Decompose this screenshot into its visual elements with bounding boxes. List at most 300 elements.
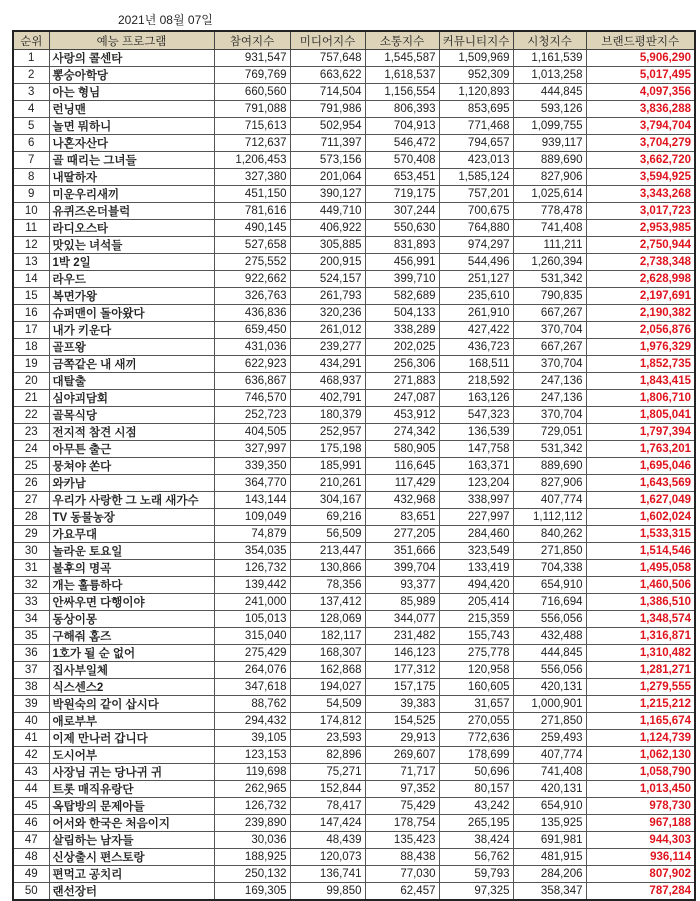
cell-program: 대탈출 xyxy=(49,373,214,390)
cell-communication: 399,710 xyxy=(365,271,439,288)
header-brand-reputation: 브랜드평판지수 xyxy=(586,31,695,50)
cell-rank: 7 xyxy=(13,152,49,169)
cell-brand-reputation: 1,843,415 xyxy=(586,373,695,390)
cell-program: 심야괴담회 xyxy=(49,390,214,407)
cell-brand-reputation: 1,062,130 xyxy=(586,747,695,764)
cell-participation: 490,145 xyxy=(214,220,290,237)
cell-viewership: 432,488 xyxy=(513,628,586,645)
header-viewership: 시청지수 xyxy=(513,31,586,50)
table-row xyxy=(13,220,695,237)
cell-communication: 504,133 xyxy=(365,305,439,322)
cell-participation: 364,770 xyxy=(214,475,290,492)
cell-program: 동상이몽 xyxy=(49,611,214,628)
cell-viewership: 1,013,258 xyxy=(513,67,586,84)
cell-media: 791,986 xyxy=(290,101,365,118)
cell-communication: 75,429 xyxy=(365,798,439,815)
cell-rank: 14 xyxy=(13,271,49,288)
cell-brand-reputation: 1,386,510 xyxy=(586,594,695,611)
cell-media: 239,277 xyxy=(290,339,365,356)
cell-brand-reputation: 5,017,495 xyxy=(586,67,695,84)
cell-rank: 13 xyxy=(13,254,49,271)
cell-viewership: 1,099,755 xyxy=(513,118,586,135)
cell-communication: 274,342 xyxy=(365,424,439,441)
cell-viewership: 889,690 xyxy=(513,458,586,475)
cell-community: 59,793 xyxy=(439,866,513,883)
table-row xyxy=(13,424,695,441)
cell-participation: 188,925 xyxy=(214,849,290,866)
cell-participation: 123,153 xyxy=(214,747,290,764)
cell-brand-reputation: 1,460,506 xyxy=(586,577,695,594)
table-row xyxy=(13,730,695,747)
cell-participation: 275,552 xyxy=(214,254,290,271)
cell-viewership: 1,161,539 xyxy=(513,50,586,67)
table-row xyxy=(13,407,695,424)
cell-communication: 62,457 xyxy=(365,883,439,901)
cell-program: 신상출시 편스토랑 xyxy=(49,849,214,866)
cell-brand-reputation: 1,495,058 xyxy=(586,560,695,577)
cell-program: 집사부일체 xyxy=(49,662,214,679)
cell-rank: 43 xyxy=(13,764,49,781)
cell-communication: 277,205 xyxy=(365,526,439,543)
cell-participation: 791,088 xyxy=(214,101,290,118)
cell-communication: 399,704 xyxy=(365,560,439,577)
cell-rank: 20 xyxy=(13,373,49,390)
cell-communication: 116,645 xyxy=(365,458,439,475)
cell-viewership: 420,131 xyxy=(513,781,586,798)
cell-participation: 126,732 xyxy=(214,560,290,577)
cell-participation: 327,997 xyxy=(214,441,290,458)
cell-rank: 30 xyxy=(13,543,49,560)
cell-participation: 250,132 xyxy=(214,866,290,883)
cell-viewership: 481,915 xyxy=(513,849,586,866)
cell-media: 120,073 xyxy=(290,849,365,866)
cell-participation: 715,613 xyxy=(214,118,290,135)
table-row xyxy=(13,339,695,356)
cell-community: 771,468 xyxy=(439,118,513,135)
cell-brand-reputation: 787,284 xyxy=(586,883,695,901)
cell-media: 524,157 xyxy=(290,271,365,288)
cell-media: 174,812 xyxy=(290,713,365,730)
cell-rank: 4 xyxy=(13,101,49,118)
cell-viewership: 531,342 xyxy=(513,441,586,458)
cell-community: 270,055 xyxy=(439,713,513,730)
table-row xyxy=(13,458,695,475)
cell-program: 맛있는 녀석들 xyxy=(49,237,214,254)
cell-brand-reputation: 3,017,723 xyxy=(586,203,695,220)
cell-community: 160,605 xyxy=(439,679,513,696)
cell-viewership: 271,850 xyxy=(513,543,586,560)
cell-program: 뭉쳐야 쏜다 xyxy=(49,458,214,475)
cell-brand-reputation: 1,279,555 xyxy=(586,679,695,696)
cell-program: 놀면 뭐하니 xyxy=(49,118,214,135)
cell-community: 772,636 xyxy=(439,730,513,747)
cell-communication: 178,754 xyxy=(365,815,439,832)
table-row xyxy=(13,849,695,866)
cell-community: 50,696 xyxy=(439,764,513,781)
cell-viewership: 827,906 xyxy=(513,475,586,492)
cell-community: 1,509,969 xyxy=(439,50,513,67)
cell-brand-reputation: 2,628,998 xyxy=(586,271,695,288)
cell-media: 305,885 xyxy=(290,237,365,254)
cell-rank: 45 xyxy=(13,798,49,815)
cell-community: 215,359 xyxy=(439,611,513,628)
cell-rank: 12 xyxy=(13,237,49,254)
cell-community: 323,549 xyxy=(439,543,513,560)
cell-brand-reputation: 1,058,790 xyxy=(586,764,695,781)
cell-brand-reputation: 2,953,985 xyxy=(586,220,695,237)
cell-rank: 26 xyxy=(13,475,49,492)
cell-brand-reputation: 1,310,482 xyxy=(586,645,695,662)
table-header-row xyxy=(13,31,695,50)
cell-program: 미운우리새끼 xyxy=(49,186,214,203)
cell-community: 853,695 xyxy=(439,101,513,118)
cell-community: 261,910 xyxy=(439,305,513,322)
table-row xyxy=(13,781,695,798)
cell-participation: 404,505 xyxy=(214,424,290,441)
cell-viewership: 420,131 xyxy=(513,679,586,696)
cell-program: 구해줘 홈즈 xyxy=(49,628,214,645)
cell-media: 23,593 xyxy=(290,730,365,747)
report-date: 2021년 08월 07일 xyxy=(118,13,213,27)
table-row xyxy=(13,237,695,254)
cell-program: 골 때리는 그녀들 xyxy=(49,152,214,169)
cell-brand-reputation: 4,097,356 xyxy=(586,84,695,101)
cell-rank: 35 xyxy=(13,628,49,645)
cell-program: 박원숙의 같이 삽시다 xyxy=(49,696,214,713)
cell-media: 252,957 xyxy=(290,424,365,441)
cell-rank: 50 xyxy=(13,883,49,901)
cell-communication: 117,429 xyxy=(365,475,439,492)
cell-participation: 781,616 xyxy=(214,203,290,220)
cell-program: 1호가 될 순 없어 xyxy=(49,645,214,662)
cell-communication: 806,393 xyxy=(365,101,439,118)
cell-program: 라디오스타 xyxy=(49,220,214,237)
table-row xyxy=(13,390,695,407)
cell-communication: 719,175 xyxy=(365,186,439,203)
cell-rank: 16 xyxy=(13,305,49,322)
cell-program: 가요무대 xyxy=(49,526,214,543)
cell-brand-reputation: 1,643,569 xyxy=(586,475,695,492)
cell-communication: 39,383 xyxy=(365,696,439,713)
cell-community: 205,414 xyxy=(439,594,513,611)
cell-viewership: 1,112,112 xyxy=(513,509,586,526)
cell-participation: 636,867 xyxy=(214,373,290,390)
cell-rank: 29 xyxy=(13,526,49,543)
cell-media: 78,356 xyxy=(290,577,365,594)
cell-community: 547,323 xyxy=(439,407,513,424)
cell-community: 168,511 xyxy=(439,356,513,373)
cell-media: 711,397 xyxy=(290,135,365,152)
cell-viewership: 259,493 xyxy=(513,730,586,747)
table-row xyxy=(13,186,695,203)
header-rank: 순위 xyxy=(13,31,49,50)
table-row xyxy=(13,135,695,152)
table-row xyxy=(13,713,695,730)
cell-rank: 21 xyxy=(13,390,49,407)
cell-brand-reputation: 2,197,691 xyxy=(586,288,695,305)
cell-viewership: 531,342 xyxy=(513,271,586,288)
cell-viewership: 840,262 xyxy=(513,526,586,543)
cell-brand-reputation: 1,215,212 xyxy=(586,696,695,713)
cell-community: 80,157 xyxy=(439,781,513,798)
cell-rank: 28 xyxy=(13,509,49,526)
cell-communication: 351,666 xyxy=(365,543,439,560)
table-row xyxy=(13,254,695,271)
cell-communication: 157,175 xyxy=(365,679,439,696)
cell-viewership: 1,260,394 xyxy=(513,254,586,271)
cell-community: 43,242 xyxy=(439,798,513,815)
cell-participation: 769,769 xyxy=(214,67,290,84)
table-row xyxy=(13,118,695,135)
cell-brand-reputation: 1,316,871 xyxy=(586,628,695,645)
cell-brand-reputation: 1,763,201 xyxy=(586,441,695,458)
cell-communication: 97,352 xyxy=(365,781,439,798)
cell-viewership: 111,211 xyxy=(513,237,586,254)
cell-community: 56,762 xyxy=(439,849,513,866)
cell-brand-reputation: 3,704,279 xyxy=(586,135,695,152)
cell-communication: 77,030 xyxy=(365,866,439,883)
cell-participation: 326,763 xyxy=(214,288,290,305)
cell-program: 불후의 명곡 xyxy=(49,560,214,577)
cell-program: 개는 훌륭하다 xyxy=(49,577,214,594)
cell-community: 423,013 xyxy=(439,152,513,169)
cell-media: 128,069 xyxy=(290,611,365,628)
header-community: 커뮤니티지수 xyxy=(439,31,513,50)
cell-participation: 436,836 xyxy=(214,305,290,322)
header-media: 미디어지수 xyxy=(290,31,365,50)
cell-participation: 294,432 xyxy=(214,713,290,730)
cell-media: 304,167 xyxy=(290,492,365,509)
cell-viewership: 729,051 xyxy=(513,424,586,441)
cell-community: 163,371 xyxy=(439,458,513,475)
cell-participation: 451,150 xyxy=(214,186,290,203)
cell-communication: 93,377 xyxy=(365,577,439,594)
cell-viewership: 741,408 xyxy=(513,764,586,781)
cell-brand-reputation: 978,730 xyxy=(586,798,695,815)
cell-community: 136,539 xyxy=(439,424,513,441)
cell-community: 275,778 xyxy=(439,645,513,662)
cell-participation: 712,637 xyxy=(214,135,290,152)
cell-brand-reputation: 1,806,710 xyxy=(586,390,695,407)
cell-program: 아무튼 출근 xyxy=(49,441,214,458)
cell-community: 123,204 xyxy=(439,475,513,492)
cell-program: 안싸우면 다행이야 xyxy=(49,594,214,611)
cell-media: 468,937 xyxy=(290,373,365,390)
table-row xyxy=(13,509,695,526)
cell-communication: 146,123 xyxy=(365,645,439,662)
cell-rank: 17 xyxy=(13,322,49,339)
table-row xyxy=(13,84,695,101)
cell-media: 320,236 xyxy=(290,305,365,322)
cell-viewership: 790,835 xyxy=(513,288,586,305)
cell-brand-reputation: 936,114 xyxy=(586,849,695,866)
cell-brand-reputation: 1,281,271 xyxy=(586,662,695,679)
table-row xyxy=(13,322,695,339)
table-row xyxy=(13,696,695,713)
cell-communication: 582,689 xyxy=(365,288,439,305)
cell-viewership: 247,136 xyxy=(513,390,586,407)
table-row xyxy=(13,152,695,169)
cell-viewership: 284,206 xyxy=(513,866,586,883)
cell-participation: 239,890 xyxy=(214,815,290,832)
cell-participation: 126,732 xyxy=(214,798,290,815)
cell-participation: 431,036 xyxy=(214,339,290,356)
cell-participation: 119,698 xyxy=(214,764,290,781)
cell-program: 살림하는 남자들 xyxy=(49,832,214,849)
cell-rank: 15 xyxy=(13,288,49,305)
cell-brand-reputation: 2,056,876 xyxy=(586,322,695,339)
cell-program: 우리가 사랑한 그 노래 새가수 xyxy=(49,492,214,509)
cell-program: 내딸하자 xyxy=(49,169,214,186)
cell-participation: 1,206,453 xyxy=(214,152,290,169)
cell-participation: 327,380 xyxy=(214,169,290,186)
cell-rank: 18 xyxy=(13,339,49,356)
cell-media: 210,261 xyxy=(290,475,365,492)
cell-communication: 1,618,537 xyxy=(365,67,439,84)
header-communication: 소통지수 xyxy=(365,31,439,50)
cell-rank: 2 xyxy=(13,67,49,84)
cell-communication: 704,913 xyxy=(365,118,439,135)
cell-media: 75,271 xyxy=(290,764,365,781)
cell-brand-reputation: 1,514,546 xyxy=(586,543,695,560)
table-row xyxy=(13,611,695,628)
cell-communication: 432,968 xyxy=(365,492,439,509)
cell-program: 트롯 매직유랑단 xyxy=(49,781,214,798)
cell-brand-reputation: 944,303 xyxy=(586,832,695,849)
table-row xyxy=(13,50,695,67)
cell-communication: 83,651 xyxy=(365,509,439,526)
cell-viewership: 889,690 xyxy=(513,152,586,169)
cell-community: 147,758 xyxy=(439,441,513,458)
cell-program: 런닝맨 xyxy=(49,101,214,118)
cell-communication: 71,717 xyxy=(365,764,439,781)
cell-community: 436,723 xyxy=(439,339,513,356)
cell-viewership: 1,000,901 xyxy=(513,696,586,713)
cell-rank: 22 xyxy=(13,407,49,424)
cell-community: 544,496 xyxy=(439,254,513,271)
cell-rank: 32 xyxy=(13,577,49,594)
cell-media: 261,793 xyxy=(290,288,365,305)
cell-viewership: 556,056 xyxy=(513,611,586,628)
cell-communication: 307,244 xyxy=(365,203,439,220)
table-row xyxy=(13,543,695,560)
cell-rank: 34 xyxy=(13,611,49,628)
cell-brand-reputation: 1,348,574 xyxy=(586,611,695,628)
cell-community: 338,997 xyxy=(439,492,513,509)
cell-program: 뽕숭아학당 xyxy=(49,67,214,84)
cell-program: 아는 형님 xyxy=(49,84,214,101)
cell-brand-reputation: 1,124,739 xyxy=(586,730,695,747)
cell-participation: 74,879 xyxy=(214,526,290,543)
cell-media: 182,117 xyxy=(290,628,365,645)
cell-brand-reputation: 3,343,268 xyxy=(586,186,695,203)
cell-media: 69,216 xyxy=(290,509,365,526)
cell-communication: 231,482 xyxy=(365,628,439,645)
cell-program: 골프왕 xyxy=(49,339,214,356)
cell-viewership: 593,126 xyxy=(513,101,586,118)
table-row xyxy=(13,356,695,373)
cell-participation: 931,547 xyxy=(214,50,290,67)
cell-brand-reputation: 3,594,925 xyxy=(586,169,695,186)
cell-program: 슈퍼맨이 돌아왔다 xyxy=(49,305,214,322)
cell-program: 유퀴즈온더블럭 xyxy=(49,203,214,220)
cell-community: 427,422 xyxy=(439,322,513,339)
table-row xyxy=(13,441,695,458)
cell-rank: 36 xyxy=(13,645,49,662)
cell-participation: 527,658 xyxy=(214,237,290,254)
cell-rank: 6 xyxy=(13,135,49,152)
cell-viewership: 691,981 xyxy=(513,832,586,849)
cell-program: 복면가왕 xyxy=(49,288,214,305)
cell-community: 133,419 xyxy=(439,560,513,577)
cell-media: 185,991 xyxy=(290,458,365,475)
cell-communication: 831,893 xyxy=(365,237,439,254)
cell-rank: 41 xyxy=(13,730,49,747)
cell-rank: 27 xyxy=(13,492,49,509)
cell-brand-reputation: 1,976,329 xyxy=(586,339,695,356)
cell-brand-reputation: 1,165,674 xyxy=(586,713,695,730)
table-row xyxy=(13,747,695,764)
cell-participation: 264,076 xyxy=(214,662,290,679)
cell-viewership: 1,025,614 xyxy=(513,186,586,203)
table-row xyxy=(13,815,695,832)
cell-viewership: 654,910 xyxy=(513,798,586,815)
cell-community: 227,997 xyxy=(439,509,513,526)
cell-viewership: 358,347 xyxy=(513,883,586,901)
cell-brand-reputation: 3,662,720 xyxy=(586,152,695,169)
table-row xyxy=(13,288,695,305)
cell-brand-reputation: 5,906,290 xyxy=(586,50,695,67)
cell-program: 도시어부 xyxy=(49,747,214,764)
cell-community: 952,309 xyxy=(439,67,513,84)
cell-media: 137,412 xyxy=(290,594,365,611)
cell-participation: 660,560 xyxy=(214,84,290,101)
cell-program: 놀라운 토요일 xyxy=(49,543,214,560)
cell-communication: 29,913 xyxy=(365,730,439,747)
cell-rank: 38 xyxy=(13,679,49,696)
cell-rank: 47 xyxy=(13,832,49,849)
cell-program: 전지적 참견 시점 xyxy=(49,424,214,441)
cell-community: 97,325 xyxy=(439,883,513,901)
cell-participation: 622,923 xyxy=(214,356,290,373)
table-row xyxy=(13,832,695,849)
cell-viewership: 667,267 xyxy=(513,305,586,322)
cell-rank: 37 xyxy=(13,662,49,679)
cell-participation: 746,570 xyxy=(214,390,290,407)
cell-rank: 49 xyxy=(13,866,49,883)
table-row xyxy=(13,271,695,288)
cell-communication: 580,905 xyxy=(365,441,439,458)
cell-rank: 10 xyxy=(13,203,49,220)
cell-program: 라우드 xyxy=(49,271,214,288)
table-row xyxy=(13,628,695,645)
cell-rank: 9 xyxy=(13,186,49,203)
table-row xyxy=(13,645,695,662)
cell-participation: 105,013 xyxy=(214,611,290,628)
cell-community: 251,127 xyxy=(439,271,513,288)
cell-participation: 252,723 xyxy=(214,407,290,424)
cell-viewership: 271,850 xyxy=(513,713,586,730)
table-row xyxy=(13,798,695,815)
cell-rank: 3 xyxy=(13,84,49,101)
cell-program: 골목식당 xyxy=(49,407,214,424)
cell-viewership: 444,845 xyxy=(513,84,586,101)
cell-viewership: 444,845 xyxy=(513,645,586,662)
cell-brand-reputation: 1,852,735 xyxy=(586,356,695,373)
cell-media: 99,850 xyxy=(290,883,365,901)
table-row xyxy=(13,492,695,509)
cell-brand-reputation: 1,533,315 xyxy=(586,526,695,543)
